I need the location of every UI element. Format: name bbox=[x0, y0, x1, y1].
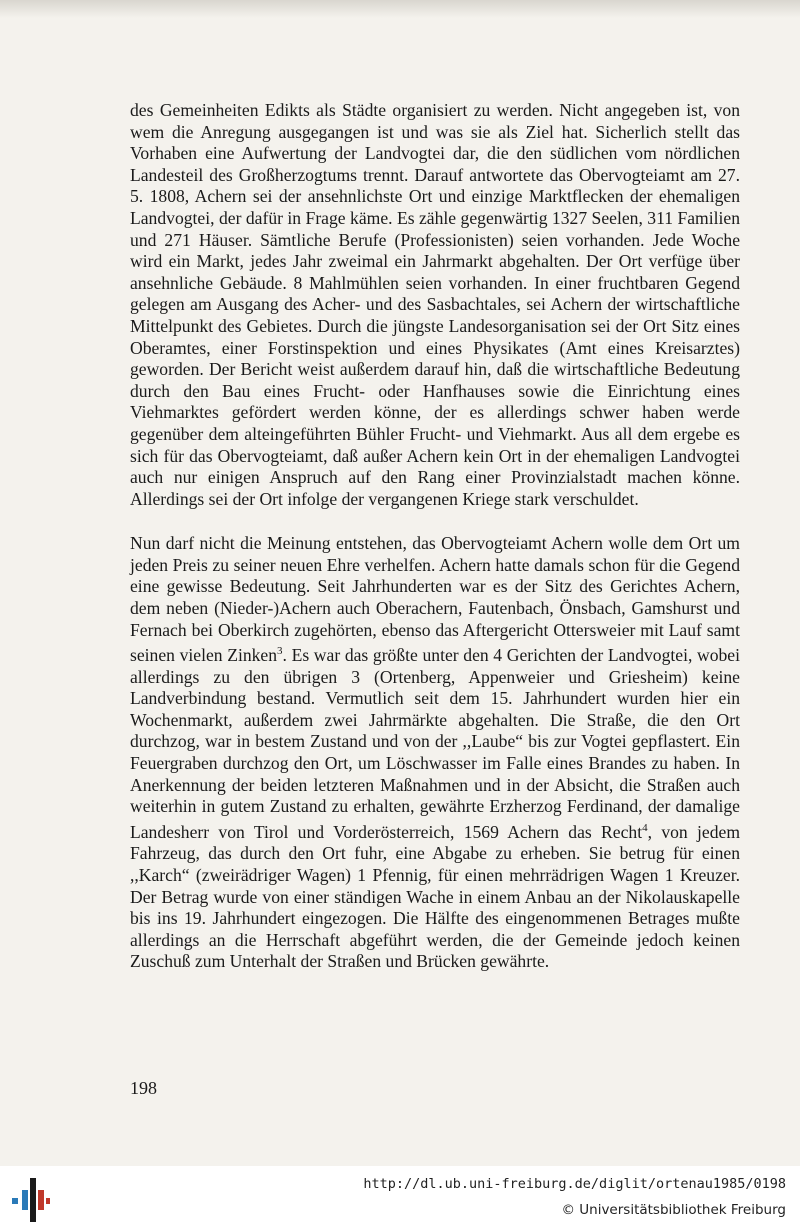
body-text bbox=[130, 100, 740, 973]
paragraph-2-part-c: , von jedem Fahrzeug, das durch den Ort fuhr, eine Abgabe zu erheben. Sie betrug für einen ,,Karch“ (zweirädriger Wagen) 1 Pfennig, für einen mehrrädrigen Wagen 1 Kreuzer. Der Betrag wurde von einer ständigen Wache in einem Anbau an der Nikolauskapelle bis ins 19. Jahrhundert eingezogen. Die Hälfte des eingenommenen Betrages mußte allerdings an die Herrschaft abgeführt werden, die der Gemeinde jedoch keinen Zuschuß zum Unterhalt der Straßen und Brücken gewährte. bbox=[130, 821, 741, 972]
library-logo-icon bbox=[10, 1178, 50, 1222]
viewer-footer bbox=[0, 1166, 800, 1226]
page-top-edge bbox=[0, 0, 800, 18]
document-url-link[interactable]: http://dl.ub.uni-freiburg.de/diglit/ortenau1985/0198 bbox=[363, 1176, 786, 1192]
paragraph-2-part-b: . Es war das größte unter den 4 Gerichten der Landvogtei, wobei allerdings zu den übrigen 3 (Ortenberg, Appenweier und Griesheim) keine Landverbindung bestand. Vermutlich seit dem 15. Jahrhundert wurden hier ein Wochenmarkt, außerdem zwei Jahrmärkte abgehalten. Die Straße, die den Ort durchzog, war in bestem Zustand und von der ,,Laube“ bis zur Vogtei gepflastert. Ein Feuergraben durchzog den Ort, um Löschwasser im Falle eines Brandes zu haben. In Anerkennung der beiden letzteren Maßnahmen und in der Absicht, die Straßen auch weiterhin in gutem Zustand zu erhalten, gewährte Erzherzog Ferdinand, der damalige Landesherr von Tirol und Vorderösterreich, 1569 Achern das Recht bbox=[130, 645, 740, 842]
footnote-ref-4: 4 bbox=[642, 821, 648, 834]
paragraph-2-part-a: Nun darf nicht die Meinung entstehen, das Obervogteiamt Achern wolle dem Ort um jeden Preis zu seiner neuen Ehre verhelfen. Achern hatte damals schon für die Gegend eine gewisse Bedeutung. Seit Jahrhunderten war es der Sitz des Gerichtes Achern, dem neben (Nieder-)Achern auch Oberachern, Fautenbach, Önsbach, Gamshurst und Fernach bei Oberkirch zugehörten, ebenso das Aftergericht Ottersweier mit Lauf samt seinen vielen Zinken bbox=[130, 533, 740, 666]
paragraph-2 bbox=[130, 533, 740, 973]
copyright-notice: © Universitätsbibliothek Freiburg bbox=[561, 1202, 786, 1218]
page-number: 198 bbox=[130, 1078, 157, 1098]
paragraph-1: des Gemeinheiten Edikts als Städte organisiert zu werden. Nicht angegeben ist, von wem die Anregung ausgegangen ist und was sie als Ziel hat. Sicherlich stellt das Vorhaben eine Aufwertung der Landvogtei dar, die den südlichen vom nördlichen Landesteil des Großherzogtums trennt. Darauf antwortete das Obervogteiamt am 27. 5. 1808, Achern sei der ansehnlichste Ort und einzige Marktflecken der ehemaligen Landvogtei, der dafür in Frage käme. Es zähle gegenwärtig 1327 Seelen, 311 Familien und 271 Häuser. Sämtliche Berufe (Professionisten) seien vorhanden. Jede Woche wird ein Markt, jedes Jahr zweimal ein Jahrmarkt abgehalten. Der Ort verfüge über ansehnliche Gebäude. 8 Mahlmühlen seien vorhanden. In einer fruchtbaren Gegend gelegen am Ausgang des Acher- und des Sasbachtales, sei Achern der wirtschaftliche Mittelpunkt des Gebietes. Durch die jüngste Landesorganisation sei der Ort Sitz eines Oberamtes, einer Forstinspektion und eines Physikates (Amt eines Kreisarztes) geworden. Der Bericht weist außerdem darauf hin, daß die wirtschaftliche Bedeutung durch den Bau eines Frucht- oder Hanfhauses sowie die Einrichtung eines Viehmarktes gefördert werden könne, der es allerdings schwer haben werde gegenüber dem alteingeführten Bühler Frucht- und Viehmarkt. Aus all dem ergebe es sich für das Obervogteiamt, daß außer Achern kein Ort in der ehemaligen Landvogtei auch nur einigen Anspruch auf den Rang einer Provinzialstadt machen könne. Allerdings sei der Ort infolge der vergangenen Kriege stark verschuldet. bbox=[130, 100, 740, 509]
footnote-ref-3: 3 bbox=[277, 645, 283, 658]
